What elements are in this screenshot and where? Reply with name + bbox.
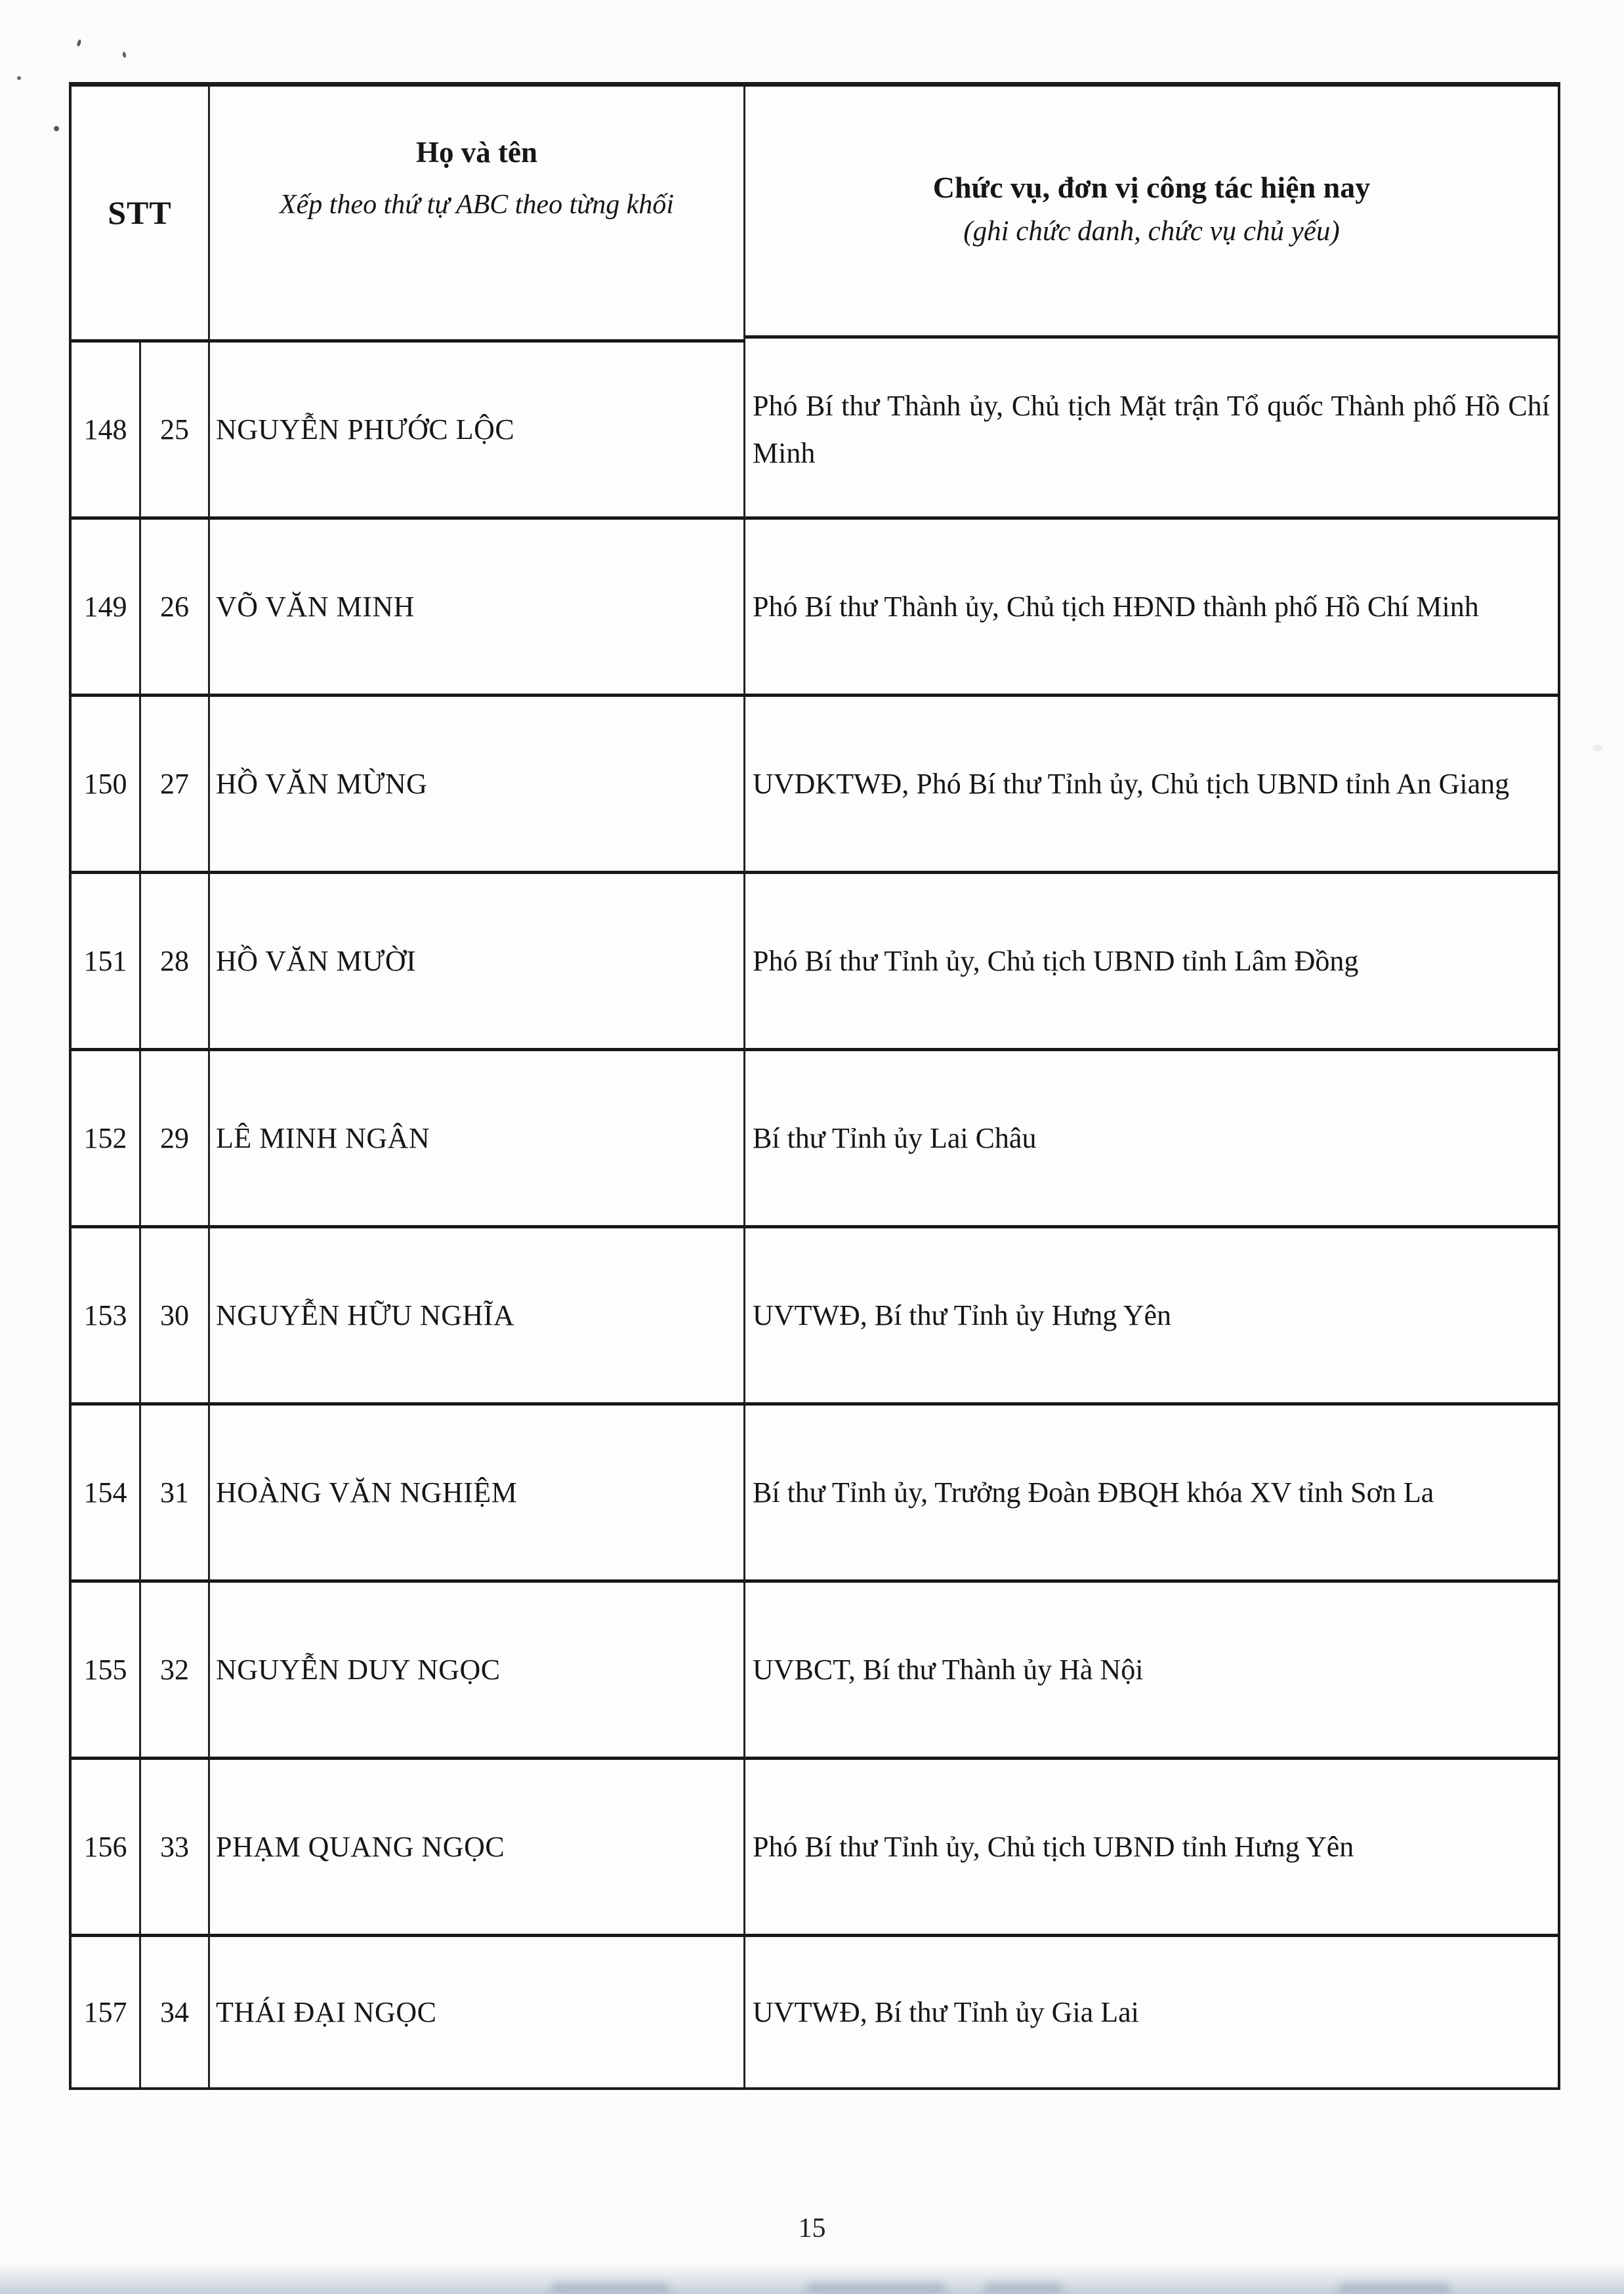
- name-cell: LÊ MINH NGÂN: [210, 1051, 745, 1228]
- block-stt-cell: 29: [141, 1051, 210, 1228]
- page-number: 15: [798, 2213, 826, 2243]
- stt-cell: 157: [72, 1937, 141, 2087]
- stt-cell: 148: [72, 343, 141, 520]
- name-cell: NGUYỄN PHƯỚC LỘC: [210, 343, 745, 520]
- name-cell: HỒ VĂN MỪNG: [210, 697, 745, 874]
- header-position-cell: [745, 83, 1558, 339]
- stt-cell: 151: [72, 874, 141, 1051]
- name-cell: THÁI ĐẠI NGỌC: [210, 1937, 745, 2087]
- block-stt-cell: 30: [141, 1228, 210, 1406]
- header-stt-cell: [72, 87, 210, 343]
- position-cell: UVDKTWĐ, Phó Bí thư Tỉnh ủy, Chủ tịch UBND tỉnh An Giang: [745, 697, 1558, 874]
- position-cell: Bí thư Tỉnh ủy Lai Châu: [745, 1051, 1558, 1228]
- scan-edge-shadow: [1339, 2282, 1450, 2294]
- block-stt-cell: 28: [141, 874, 210, 1051]
- position-header-title: Chức vụ, đơn vị công tác hiện nay: [932, 170, 1371, 204]
- stt-header-label: STT: [108, 194, 172, 232]
- stt-cell: 155: [72, 1583, 141, 1760]
- stt-cell: 149: [72, 520, 141, 697]
- block-stt-cell: 32: [141, 1583, 210, 1760]
- name-cell: HỒ VĂN MƯỜI: [210, 874, 745, 1051]
- position-header-subtitle: (ghi chức danh, chức vụ chủ yếu): [963, 216, 1340, 247]
- scan-speck: [54, 126, 59, 131]
- block-stt-cell: 31: [141, 1406, 210, 1583]
- block-stt-cell: 26: [141, 520, 210, 697]
- scan-edge-shadow: [984, 2282, 1063, 2294]
- position-cell: UVBCT, Bí thư Thành ủy Hà Nội: [745, 1583, 1558, 1760]
- scan-speck: [122, 52, 127, 58]
- name-header-title: Họ và tên: [416, 136, 537, 169]
- name-cell: NGUYỄN HỮU NGHĨA: [210, 1228, 745, 1406]
- scan-edge-shadow: [807, 2282, 945, 2294]
- stt-cell: 156: [72, 1760, 141, 1937]
- name-header-subtitle: Xếp theo thứ tự ABC theo từng khối: [279, 190, 675, 220]
- scan-edge-shadow: [551, 2282, 669, 2294]
- block-stt-cell: 33: [141, 1760, 210, 1937]
- name-cell: PHẠM QUANG NGỌC: [210, 1760, 745, 1937]
- stt-cell: 153: [72, 1228, 141, 1406]
- name-cell: HOÀNG VĂN NGHIỆM: [210, 1406, 745, 1583]
- header-name-cell: [210, 87, 745, 343]
- position-cell: UVTWĐ, Bí thư Tỉnh ủy Hưng Yên: [745, 1228, 1558, 1406]
- scan-speck: [17, 76, 21, 80]
- stt-cell: 152: [72, 1051, 141, 1228]
- stt-cell: 150: [72, 697, 141, 874]
- position-cell: UVTWĐ, Bí thư Tỉnh ủy Gia Lai: [753, 1995, 1139, 2028]
- position-cell: Bí thư Tỉnh ủy, Trưởng Đoàn ĐBQH khóa XV tỉnh Sơn La: [745, 1406, 1558, 1583]
- block-stt-cell: 34: [141, 1937, 210, 2087]
- position-cell: Phó Bí thư Thành ủy, Chủ tịch Mặt trận Tổ quốc Thành phố Hồ Chí Minh: [745, 343, 1558, 520]
- position-cell: Phó Bí thư Thành ủy, Chủ tịch HĐND thành phố Hồ Chí Minh: [745, 520, 1558, 697]
- scan-smudge: [1593, 745, 1602, 751]
- position-cell: Phó Bí thư Tỉnh ủy, Chủ tịch UBND tỉnh Hưng Yên: [745, 1760, 1558, 1937]
- name-cell: NGUYỄN DUY NGỌC: [210, 1583, 745, 1760]
- position-cell: Phó Bí thư Tỉnh ủy, Chủ tịch UBND tỉnh Lâm Đồng: [745, 874, 1558, 1051]
- block-stt-cell: 27: [141, 697, 210, 874]
- scan-speck: [76, 39, 81, 47]
- stt-cell: 154: [72, 1406, 141, 1583]
- block-stt-cell: 25: [141, 343, 210, 520]
- officials-table: [69, 82, 1560, 2090]
- name-cell: VÕ VĂN MINH: [210, 520, 745, 697]
- scan-bottom-edge: [0, 2264, 1624, 2294]
